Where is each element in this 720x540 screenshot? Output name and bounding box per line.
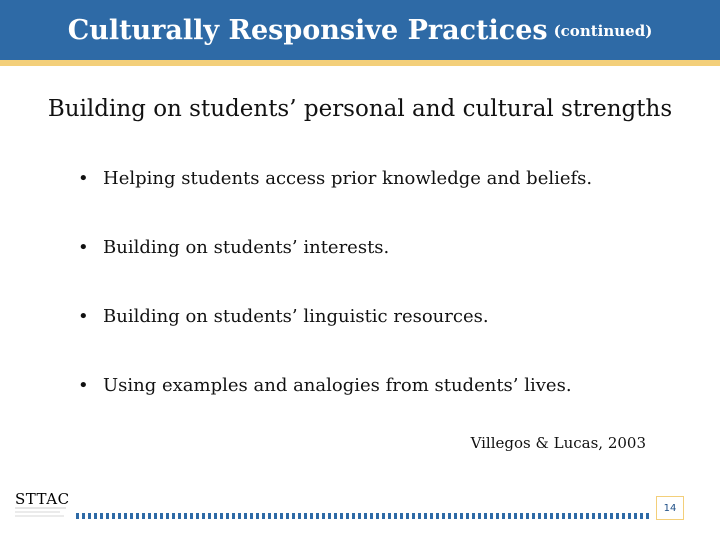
sttac-logo (14, 490, 70, 520)
bullet-item (78, 168, 698, 237)
slide-title-suffix: (continued) (553, 22, 653, 40)
bullet-text: Building on students’ linguistic resources. (103, 306, 489, 327)
page-number: 14 (656, 496, 684, 520)
bullet-list (78, 168, 698, 444)
bullet-text: Helping students access prior knowledge and beliefs. (103, 168, 593, 189)
bullet-item (78, 237, 698, 306)
title-bar (0, 0, 720, 66)
footer-dotted-divider (76, 513, 652, 519)
slide-title-text: Culturally Responsive Practices (67, 14, 548, 46)
bullet-text: Using examples and analogies from students’ lives. (103, 375, 572, 396)
bullet-text: Building on students’ interests. (103, 237, 390, 258)
slide-title (68, 15, 653, 46)
bullet-dot-icon: • (78, 237, 89, 258)
citation: Villegos & Lucas, 2003 (470, 434, 646, 452)
bullet-dot-icon: • (78, 375, 89, 396)
bullet-dot-icon: • (78, 168, 89, 189)
bullet-item (78, 306, 698, 375)
slide-subtitle: Building on students’ personal and cultural strengths (47, 96, 673, 122)
logo-text: STTAC (15, 490, 70, 508)
sttac-logo-graphic (14, 490, 70, 520)
bullet-dot-icon: • (78, 306, 89, 327)
